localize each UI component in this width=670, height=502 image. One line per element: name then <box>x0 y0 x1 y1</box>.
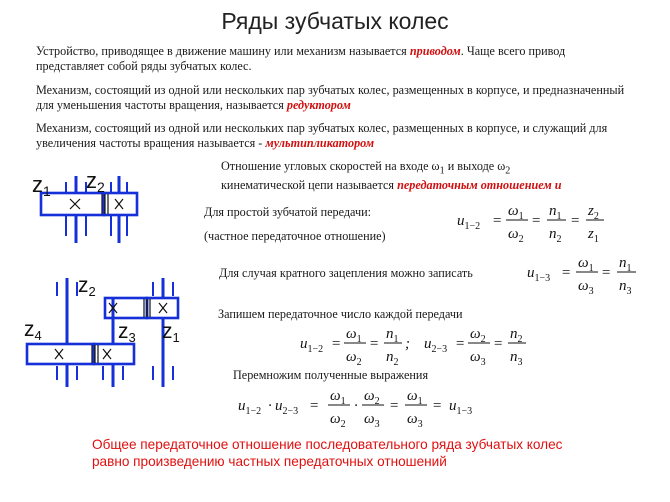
mesh-lines-simple <box>70 194 123 214</box>
conclusion-line-2: равно произведению частных передаточных отношений <box>92 454 447 469</box>
conclusion-line-1: Общее передаточное отношение последовательного ряда зубчатых колес <box>92 437 563 452</box>
label-partial-ratio: (частное передаточное отношение) <box>204 229 386 243</box>
label-z2: z2 <box>86 168 105 195</box>
term-reducer: редуктором <box>286 98 351 112</box>
ratio-sub-1: 1 <box>439 165 445 177</box>
svg-text:=: = <box>493 336 504 352</box>
svg-text:u2−3: $u_{2-3}$ <box>275 398 299 417</box>
label-multiple-mesh: Для случая кратного зацепления можно записать <box>219 266 473 280</box>
svg-text:=: = <box>432 398 443 414</box>
gear-diagram-multiple <box>27 278 178 387</box>
svg-text:n1: $n_1$ <box>619 255 632 274</box>
svg-text:;: ; <box>405 336 410 352</box>
svg-text:ω3: $\omega_3$ <box>578 278 594 297</box>
svg-text:ω2: $\omega_2$ <box>364 388 380 407</box>
gear-body-z4 <box>27 344 94 364</box>
ratio-sub-2: 2 <box>505 165 511 177</box>
ratio-text-b: и выходе ω <box>444 159 506 173</box>
svg-text:z2: $z_2$ <box>588 203 599 222</box>
svg-text:ω2: $\omega_2$ <box>508 226 524 245</box>
label-multiply: Перемножим полученные выражения <box>233 368 429 382</box>
svg-text:=: = <box>331 336 342 352</box>
term-ratio: передаточным отношением u <box>397 178 562 193</box>
svg-text:ω1: $\omega_1$ <box>407 388 423 407</box>
svg-text:ω2: $\omega_2$ <box>470 326 486 345</box>
svg-text:z1: $z_1$ <box>588 226 599 245</box>
formula-product <box>238 388 472 430</box>
paragraph-reducer-text: Механизм, состоящий из одной или нескольких пар зубчатых колес, размещенных в корпусе, и предназначенный для уменьшения частоты вращения, называется <box>36 83 625 112</box>
gear-body-z2 <box>104 193 137 215</box>
label-z1-lower: z1 <box>162 320 180 345</box>
formula-simple-ratio <box>457 203 604 245</box>
svg-text:ω2: $\omega_2$ <box>346 349 362 368</box>
svg-text:n3: $n_3$ <box>510 349 523 368</box>
svg-text:=: = <box>570 213 581 229</box>
svg-text:u1−3: $u_{1-3}$ <box>527 265 551 284</box>
svg-text:=: = <box>531 213 542 229</box>
svg-text:n1: $n_1$ <box>549 203 562 222</box>
svg-text:n1: $n_1$ <box>386 326 399 345</box>
formula-multiple-ratio <box>527 255 636 297</box>
slide-title: Ряды зубчатых колес <box>221 8 449 34</box>
svg-text:ω1: $\omega_1$ <box>578 255 594 274</box>
svg-text:u1−2: $u_{1-2}$ <box>300 336 324 355</box>
svg-text:·: · <box>268 398 272 414</box>
svg-text:ω2: $\omega_2$ <box>330 411 346 430</box>
svg-text:=: = <box>561 265 572 281</box>
svg-text:n2: $n_2$ <box>386 349 399 368</box>
svg-text:·: · <box>354 398 358 414</box>
svg-text:ω1: $\omega_1$ <box>508 203 524 222</box>
label-z1: z1 <box>32 172 51 199</box>
svg-text:u1−2: $u_{1-2}$ <box>457 213 481 232</box>
svg-text:u1−2: $u_{1-2}$ <box>238 398 262 417</box>
paragraph-drive-tail: . Чаще всего привод представляет собой ряды зубчатых колес. <box>36 44 566 73</box>
ratio-text-a: Отношение угловых скоростей на входе ω <box>221 159 440 173</box>
svg-text:=: = <box>492 213 503 229</box>
term-multiplier: мультипликатором <box>265 136 375 150</box>
svg-text:n2: $n_2$ <box>549 226 562 245</box>
svg-text:=: = <box>601 265 612 281</box>
svg-text:ω1: $\omega_1$ <box>330 388 346 407</box>
paragraph-drive-text: Устройство, приводящее в движение машину или механизм называется <box>36 44 410 58</box>
svg-text:u1−3: $u_{1-3}$ <box>449 398 473 417</box>
label-simple-gear: Для простой зубчатой передачи: <box>204 205 372 219</box>
svg-text:ω3: $\omega_3$ <box>407 411 423 430</box>
label-z2-lower: z2 <box>78 274 96 299</box>
svg-text:=: = <box>455 336 466 352</box>
svg-text:n3: $n_3$ <box>619 278 632 297</box>
mesh-lines-multiple <box>55 299 167 363</box>
svg-text:=: = <box>369 336 380 352</box>
label-z3: z3 <box>118 320 136 345</box>
svg-text:=: = <box>309 398 320 414</box>
ratio-text-c: кинематической цепи называется <box>221 178 398 193</box>
label-z4: z4 <box>24 318 42 343</box>
formula-each-ratio <box>300 326 526 368</box>
gear-body-z2-upper <box>105 298 147 318</box>
svg-text:ω3: $\omega_3$ <box>470 349 486 368</box>
svg-text:ω1: $\omega_1$ <box>346 326 362 345</box>
label-each-transmission: Запишем передаточное число каждой передачи <box>218 307 463 321</box>
svg-text:ω3: $\omega_3$ <box>364 411 380 430</box>
svg-text:u2−3: $u_{2-3}$ <box>424 336 448 355</box>
term-drive: приводом <box>409 44 461 58</box>
svg-text:n2: $n_2$ <box>510 326 523 345</box>
svg-text:=: = <box>389 398 400 414</box>
paragraph-multiplier-text: Механизм, состоящий из одной или нескольких пар зубчатых колес, размещенных в корпусе, и служащий для увеличения частоты вращения называется - <box>36 121 608 150</box>
gear-body-z3 <box>94 344 134 364</box>
